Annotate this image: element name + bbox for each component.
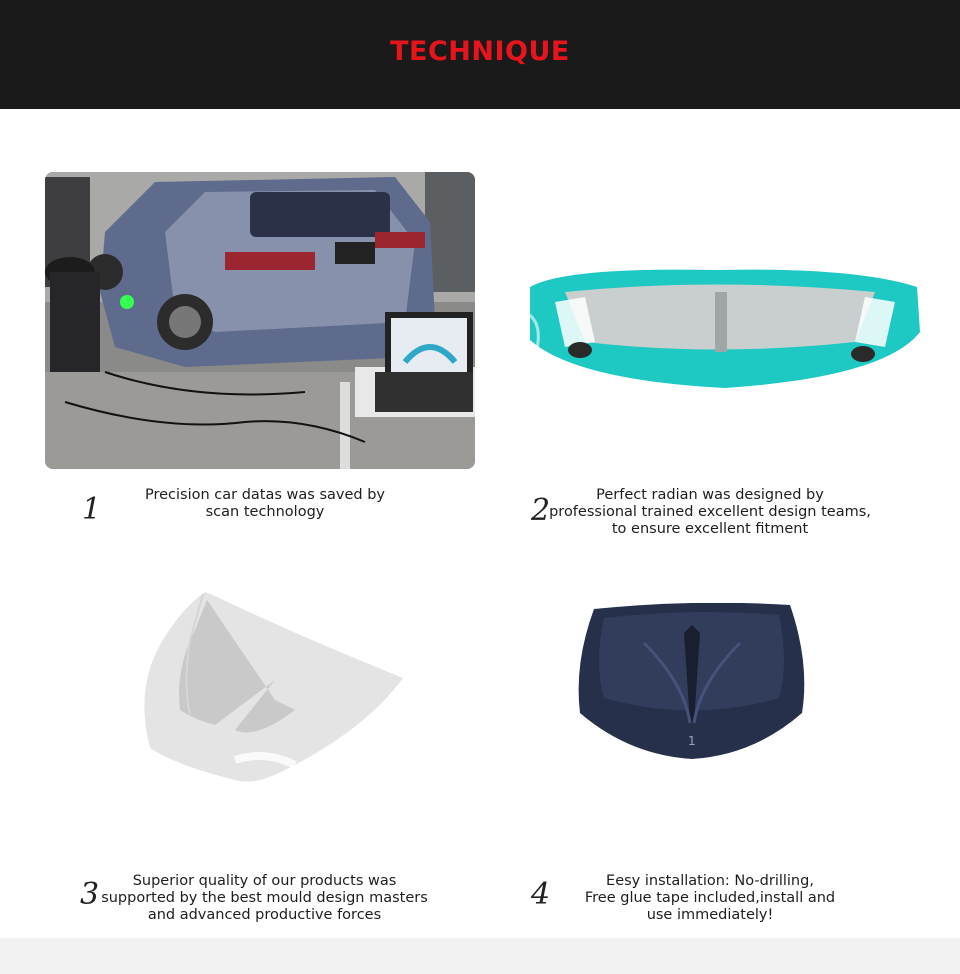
section-title: TECHNIQUE bbox=[390, 36, 570, 67]
caption-line: scan technology bbox=[205, 504, 325, 520]
caption-line: to ensure excellent fitment bbox=[611, 521, 809, 537]
svg-text:1: 1 bbox=[688, 734, 696, 748]
footer-band bbox=[0, 938, 960, 974]
hood-mould-image bbox=[135, 590, 407, 786]
step-caption-4 bbox=[575, 873, 845, 924]
caption-line: Eesy installation: No-drilling, bbox=[606, 873, 814, 889]
caption-line: Free glue tape included,install and bbox=[584, 890, 836, 906]
step-number-1: 1 bbox=[82, 492, 102, 527]
step-number-3: 3 bbox=[80, 877, 100, 912]
caption-line: professional trained excellent design teams, bbox=[549, 504, 871, 520]
step-caption-2 bbox=[545, 487, 875, 538]
header-banner bbox=[0, 0, 960, 109]
step-caption-1 bbox=[110, 487, 420, 521]
caption-line: and advanced productive forces bbox=[147, 907, 382, 923]
caption-line: supported by the best mould design masters bbox=[101, 890, 428, 906]
scan-photo bbox=[45, 172, 475, 469]
caption-line: Superior quality of our products was bbox=[132, 873, 397, 889]
step-caption-3 bbox=[98, 873, 431, 924]
step-number-2: 2 bbox=[531, 493, 551, 528]
step-number-4: 4 bbox=[531, 877, 551, 912]
carbon-hood-image bbox=[574, 603, 810, 759]
caption-line: Perfect radian was designed by bbox=[596, 487, 824, 503]
caption-line: Precision car datas was saved by bbox=[144, 487, 385, 503]
caption-line: use immediately! bbox=[646, 907, 774, 923]
bumper-model-image bbox=[525, 262, 923, 390]
